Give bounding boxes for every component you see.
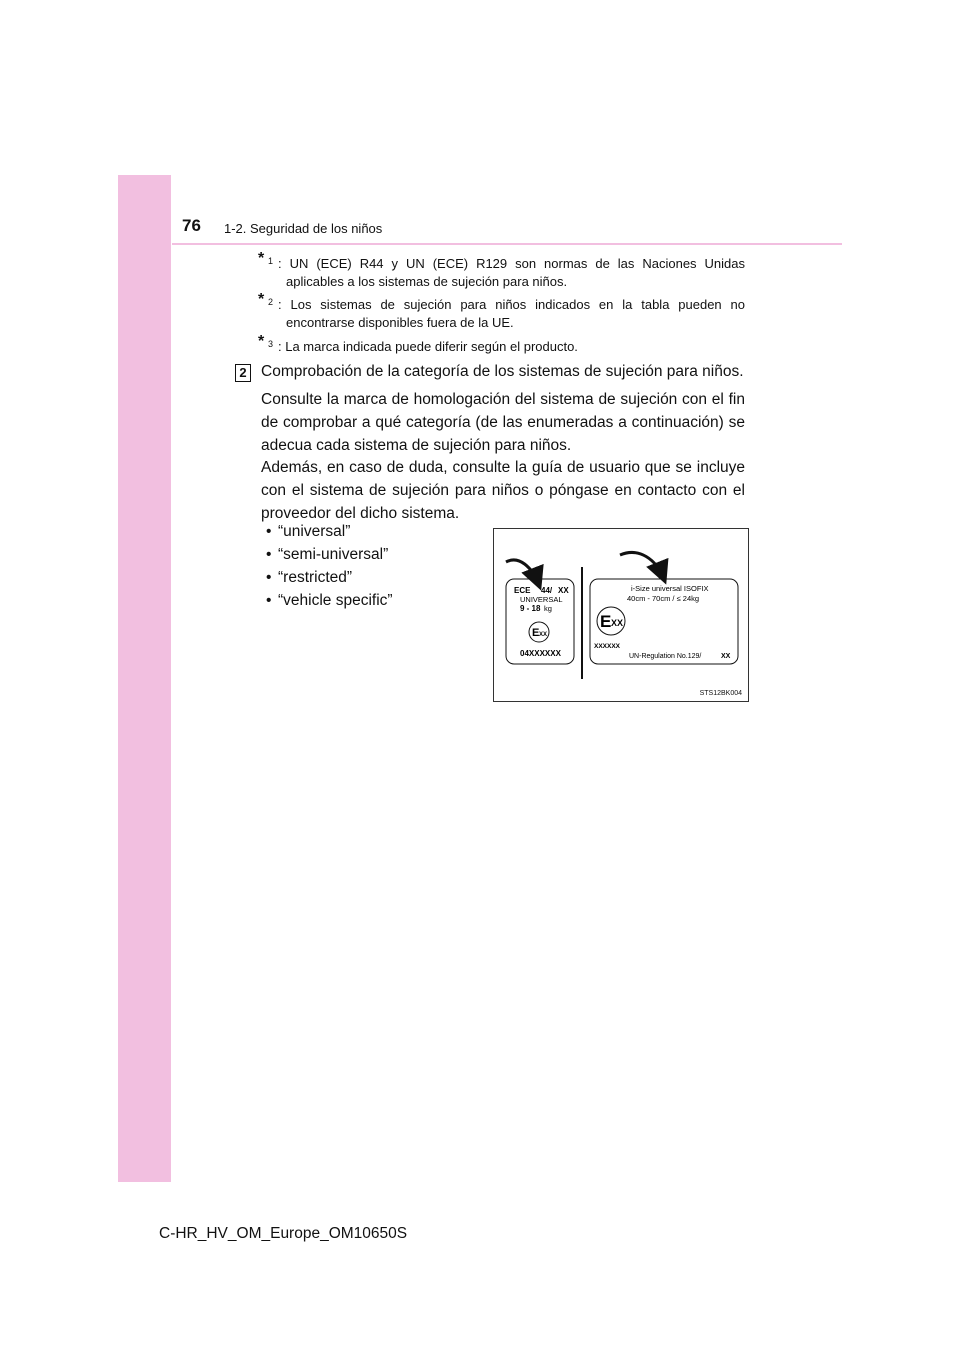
r44-e-mark-sub: XX <box>539 632 548 638</box>
footnote-3: * 3 : La marca indicada puede diferir según el producto. <box>258 333 578 354</box>
section-title: 1-2. Seguridad de los niños <box>224 221 383 236</box>
r44-weight-unit: kg <box>544 604 552 613</box>
approval-mark-figure <box>493 528 749 702</box>
r129-size-text: 40cm - 70cm / ≤ 24kg <box>627 594 700 603</box>
r129-arrow <box>620 552 664 579</box>
list-item: • “semi-universal” <box>266 546 389 563</box>
footnote-1: * 1 : UN (ECE) R44 y UN (ECE) R129 son normas de las Naciones Unidas aplicables a los sistemas de sujeción para niños. <box>258 250 745 289</box>
r129-e-mark-sub: XX <box>611 618 624 628</box>
r44-universal-text: UNIVERSAL <box>520 595 563 604</box>
r44-ece-text: ECE <box>514 586 531 595</box>
footnote-1-line-1: : UN (ECE) R44 y UN (ECE) R129 son normas de las Naciones Unidas <box>278 256 745 271</box>
r44-weight-text: 9 - 18 <box>520 604 541 613</box>
list-item: • “universal” <box>266 523 351 540</box>
footnote-2-line-1: : Los sistemas de sujeción para niños indicados en la tabla pueden no <box>278 297 745 312</box>
r129-xx-text: XX <box>721 653 731 660</box>
chapter-sidebar-band <box>118 175 171 1182</box>
step-number-box: 2 <box>235 364 251 382</box>
r129-regulation-text: UN-Regulation No.129/ <box>629 653 702 660</box>
footnote-3-line-1: : La marca indicada puede diferir según el producto. <box>278 339 578 354</box>
r44-e-mark: E <box>532 627 540 639</box>
list-item: • “restricted” <box>266 569 353 586</box>
r44-approval-code: 04XXXXXX <box>520 649 561 658</box>
r129-isize-text: i-Size universal ISOFIX <box>631 584 709 593</box>
list-item: • “vehicle specific” <box>266 592 393 609</box>
r44-arrow <box>506 560 539 585</box>
approval-labels-illustration <box>494 529 748 701</box>
r44-number-text: 44/ <box>541 586 553 595</box>
figure-code: STS12BK004 <box>699 690 742 697</box>
footnote-2: * 2 : Los sistemas de sujeción para niños indicados en la tabla pueden no encontrarse disponibles fuera de la UE. <box>258 291 745 330</box>
r129-approval-code: XXXXXX <box>594 643 621 650</box>
r44-xx-text: XX <box>558 586 569 595</box>
step-heading: Comprobación de la categoría de los sistemas de sujeción para niños. <box>261 363 744 380</box>
page-number: 76 <box>182 216 201 235</box>
r129-e-mark: E <box>600 612 612 631</box>
paragraph-1: Consulte la marca de homologación del sistema de sujeción con el fin de comprobar a qué categoría (de las enumeradas a continuación) se adecua cada sistema de sujeción para niños. <box>261 391 745 454</box>
footnote-2-line-2: encontrarse disponibles fuera de la UE. <box>286 315 514 330</box>
paragraph-2: Además, en caso de duda, consulte la guía de usuario que se incluye con el sistema de sujeción para niños o póngase en contacto con el proveedor del dicho sistema. <box>261 459 745 522</box>
footnote-1-line-2: aplicables a los sistemas de sujeción para niños. <box>286 274 568 289</box>
document-id: C-HR_HV_OM_Europe_OM10650S <box>159 1225 408 1242</box>
header-rule <box>172 243 842 245</box>
category-list <box>266 520 393 612</box>
